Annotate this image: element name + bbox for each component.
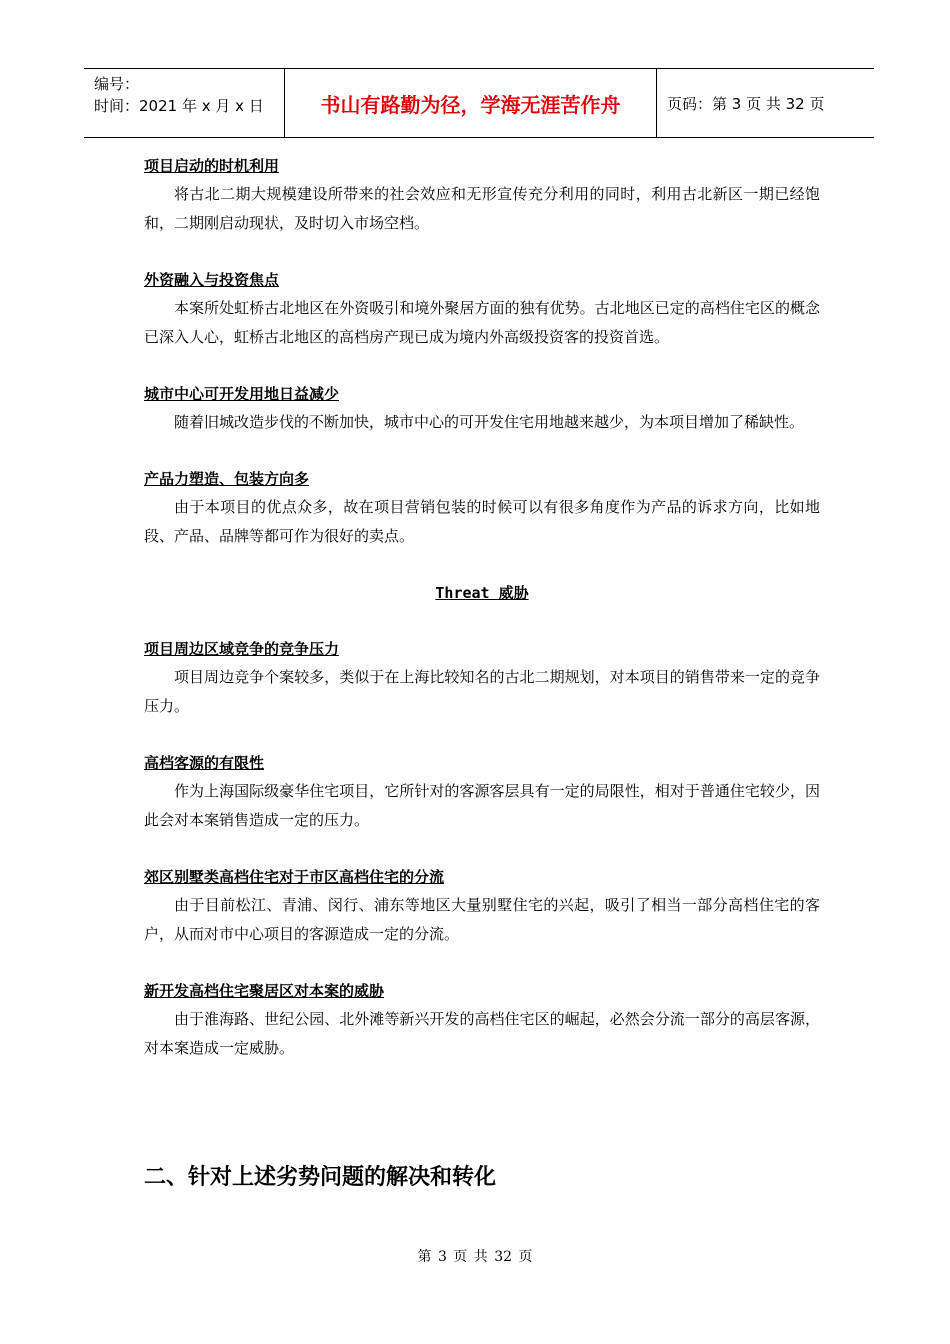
section-paragraph: 将古北二期大规模建设所带来的社会效应和无形宣传充分利用的同时，利用古北新区一期已经饱和，二期刚启动现状，及时切入市场空档。 xyxy=(144,185,820,232)
document-body xyxy=(144,152,820,1091)
threat-title: Threat 威胁 xyxy=(435,584,529,602)
section-suburban-villas xyxy=(144,863,820,949)
header-motto: 书山有路勤为径，学海无涯苦作舟 xyxy=(285,69,657,137)
page-header xyxy=(84,68,874,138)
section-heading: 郊区别墅类高档住宅对于市区高档住宅的分流 xyxy=(144,868,445,886)
page-footer: 第 3 页 共 32 页 xyxy=(417,1249,533,1265)
section-paragraph: 由于本项目的优点众多，故在项目营销包装的时候可以有很多角度作为产品的诉求方向，比如地段、产品、品牌等都可作为很好的卖点。 xyxy=(144,498,820,545)
section-land-scarcity xyxy=(144,380,820,437)
section-paragraph: 本案所处虹桥古北地区在外资吸引和境外聚居方面的独有优势。古北地区已定的高档住宅区的概念已深入人心，虹桥古北地区的高档房产现已成为境内外高级投资客的投资首选。 xyxy=(144,299,820,346)
header-left-cell xyxy=(84,69,285,137)
doc-number-label: 编号： xyxy=(94,75,140,93)
section-heading: 高档客源的有限性 xyxy=(144,754,265,772)
section-product-packaging xyxy=(144,465,820,551)
section-foreign-investment xyxy=(144,266,820,352)
section-paragraph: 由于目前松江、青浦、闵行、浦东等地区大量别墅住宅的兴起，吸引了相当一部分高档住宅的客户，从而对市中心项目的客源造成一定的分流。 xyxy=(144,896,820,943)
section-heading: 项目启动的时机利用 xyxy=(144,157,280,175)
section-limited-clients xyxy=(144,749,820,835)
section-heading: 产品力塑造、包装方向多 xyxy=(144,470,310,488)
section-heading: 城市中心可开发用地日益减少 xyxy=(144,385,340,403)
section-timing xyxy=(144,152,820,238)
header-page-info: 页码：第 3 页 共 32 页 xyxy=(667,94,825,113)
section-paragraph: 由于淮海路、世纪公园、北外滩等新兴开发的高档住宅区的崛起，必然会分流一部分的高层客源，对本案造成一定威胁。 xyxy=(144,1010,820,1057)
section-new-developments xyxy=(144,977,820,1063)
section-paragraph: 作为上海国际级豪华住宅项目，它所针对的客源客层具有一定的局限性，相对于普通住宅较少，因此会对本案销售造成一定的压力。 xyxy=(144,782,820,829)
section-paragraph: 随着旧城改造步伐的不断加快，城市中心的可开发住宅用地越来越少，为本项目增加了稀缺性。 xyxy=(174,413,805,431)
doc-date: 时间：2021 年 x 月 x 日 xyxy=(94,97,264,115)
section-paragraph: 项目周边竞争个案较多，类似于在上海比较知名的古北二期规划，对本项目的销售带来一定的竞争压力。 xyxy=(144,668,820,715)
section-two-heading: 二、针对上述劣势问题的解决和转化 xyxy=(144,1165,497,1190)
section-competition xyxy=(144,635,820,721)
section-heading: 外资融入与投资焦点 xyxy=(144,271,280,289)
section-heading: 新开发高档住宅聚居区对本案的威胁 xyxy=(144,982,385,1000)
section-heading: 项目周边区域竞争的竞争压力 xyxy=(144,640,340,658)
